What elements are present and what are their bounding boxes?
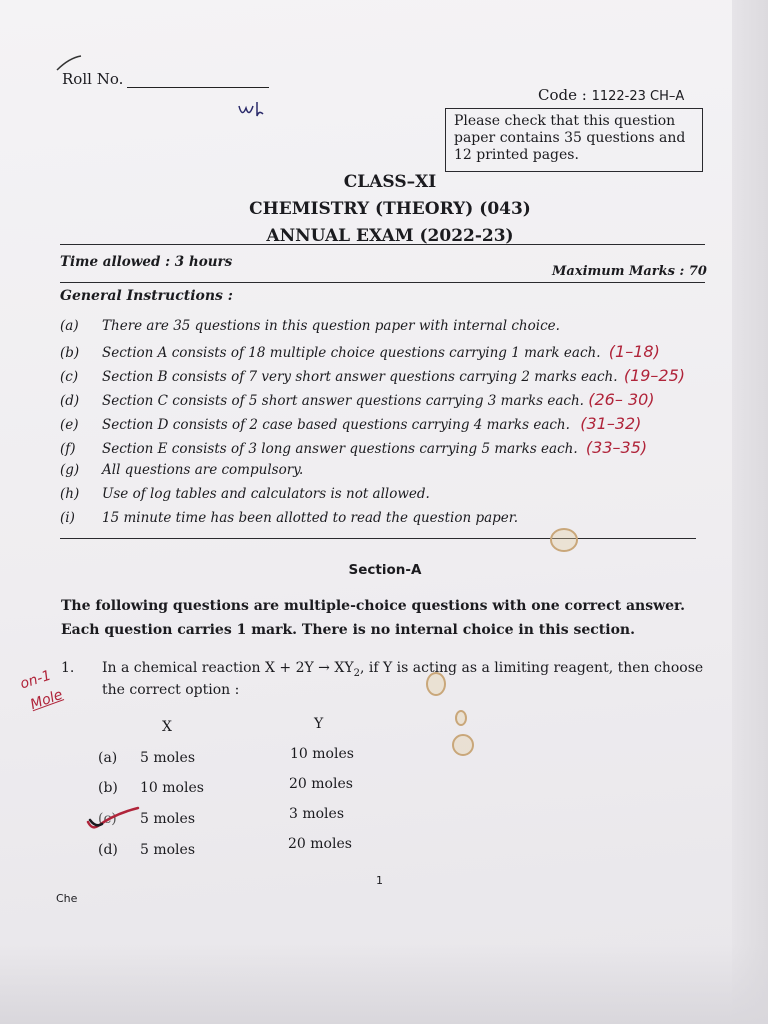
instruction-text: Use of log tables and calculators is not allowed.: [102, 486, 430, 502]
instruction-text: Section A consists of 18 multiple choice questions carrying 1 mark each.: [102, 345, 601, 361]
option-x-value: 10 moles: [140, 780, 204, 796]
instruction-text: Section C consists of 5 short answer questions carrying 3 marks each.: [102, 393, 584, 409]
roll-number-blank: [127, 73, 269, 88]
page-count-notice: Please check that this question paper contains 35 questions and 12 printed pages.: [445, 108, 703, 172]
question-text-part: , if Y is acting as a limiting reagent, then choose: [359, 660, 704, 676]
option-y-value: 20 moles: [289, 776, 353, 792]
section-title: Section-A: [348, 562, 422, 578]
instruction-label: (e): [60, 417, 79, 433]
instruction-label: (d): [60, 393, 80, 409]
time-allowed: Time allowed : 3 hours: [60, 254, 233, 270]
code-label: Code :: [538, 86, 587, 104]
pen-tick-mark: [55, 52, 85, 74]
instruction-text: Section B consists of 7 very short answer questions carrying 2 marks each.: [102, 369, 618, 385]
coffee-stain: [452, 734, 474, 756]
coffee-stain: [426, 672, 446, 696]
subscript: 2: [353, 667, 360, 679]
handwritten-range-note: (33–35): [585, 438, 648, 457]
handwritten-range-note: (26– 30): [588, 390, 655, 409]
handwritten-range-note: (31–32): [580, 414, 642, 433]
option-label: (b): [98, 780, 118, 796]
instruction-label: (c): [60, 369, 79, 385]
question-number: 1.: [61, 660, 75, 676]
option-x-value: 5 moles: [140, 750, 196, 766]
footer-text: Che: [56, 892, 78, 905]
option-y-value: 3 moles: [289, 806, 345, 822]
option-y-value: 20 moles: [288, 836, 352, 852]
instruction-text: Section D consists of 2 case based questions carrying 4 marks each.: [102, 417, 570, 433]
instruction-label: (b): [60, 345, 80, 361]
handwritten-range-note: (19–25): [623, 366, 686, 385]
option-x-value: 5 moles: [140, 811, 196, 827]
option-y-value: 10 moles: [290, 746, 354, 762]
instruction-label: (g): [60, 462, 80, 478]
instruction-item: [60, 366, 685, 385]
instruction-text: 15 minute time has been allotted to read the question paper.: [102, 510, 519, 526]
instructions-rule: [60, 538, 696, 539]
page-edge-right: [732, 0, 768, 1024]
instruction-item: [60, 486, 430, 502]
instruction-label: (h): [60, 486, 80, 502]
instruction-label: (i): [60, 510, 75, 526]
title-rule-bottom: [60, 282, 705, 283]
page-number: 1: [376, 874, 383, 887]
column-header-y: Y: [314, 716, 324, 732]
roll-label: Roll No.: [62, 70, 124, 88]
coffee-stain: [455, 710, 467, 726]
instruction-item: [60, 342, 660, 361]
page-edge-bottom: [0, 944, 768, 1024]
roll-number: [62, 70, 269, 88]
instruction-item: [60, 462, 303, 478]
question-text: [102, 660, 703, 679]
option-label: (c): [98, 811, 117, 827]
coffee-stain: [550, 528, 578, 552]
checkmark-icon: [84, 806, 142, 834]
subject-title: CHEMISTRY (THEORY) (043): [249, 199, 531, 219]
initials-scribble: [237, 100, 267, 122]
option-label: (d): [98, 842, 118, 858]
instructions-heading: General Instructions :: [60, 288, 233, 304]
section-intro: The following questions are multiple-choice questions with one correct answer.: [61, 598, 685, 614]
instruction-item: [60, 510, 518, 526]
question-text-line: the correct option :: [102, 682, 240, 698]
class-title: CLASS–XI: [343, 172, 437, 192]
instruction-text: Section E consists of 3 long answer questions carrying 5 marks each.: [102, 441, 578, 457]
instruction-label: (f): [60, 441, 76, 457]
instruction-item: [60, 438, 647, 457]
column-header-x: X: [162, 719, 172, 735]
handwritten-range-note: (1–18): [608, 342, 660, 361]
instruction-label: (a): [60, 318, 79, 334]
question-text-part: In a chemical reaction X + 2Y → XY: [102, 660, 354, 676]
handwritten-margin-note: on-1: [18, 667, 54, 693]
option-label: (a): [98, 750, 118, 766]
instruction-text: There are 35 questions in this question paper with internal choice.: [102, 318, 560, 334]
instruction-item: [60, 414, 641, 433]
title-rule-top: [60, 244, 705, 245]
maximum-marks: Maximum Marks : 70: [552, 264, 707, 279]
paper-code: [538, 86, 684, 104]
handwritten-margin-note: Mole: [28, 686, 65, 714]
section-intro: Each question carries 1 mark. There is no internal choice in this section.: [61, 622, 635, 638]
code-value: 1122-23 CH–A: [591, 89, 685, 104]
exam-title: ANNUAL EXAM (2022-23): [266, 226, 514, 246]
instruction-text: All questions are compulsory.: [102, 462, 304, 478]
instruction-item: [60, 318, 560, 334]
option-x-value: 5 moles: [140, 842, 196, 858]
instruction-item: [60, 390, 655, 409]
